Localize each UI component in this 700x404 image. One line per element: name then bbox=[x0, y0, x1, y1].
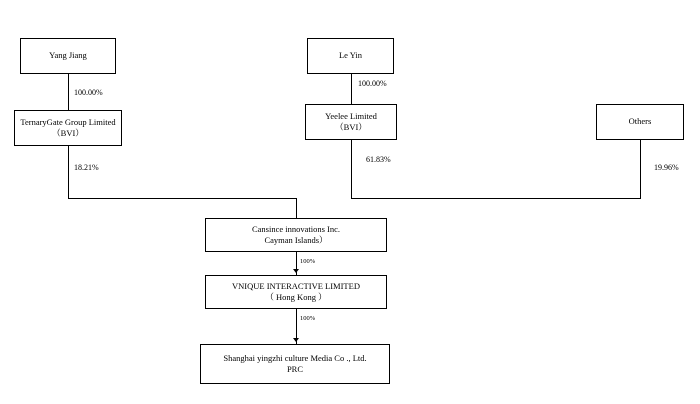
percent-others-to-cansince: 19.96% bbox=[654, 163, 679, 172]
percent-vnique-to-shanghai: 100% bbox=[300, 315, 316, 322]
node-label-line2: （ Hong Kong ） bbox=[265, 292, 327, 302]
node-label-line1: TernaryGate Group Limited bbox=[20, 116, 116, 127]
node-label-line2: （BVI） bbox=[335, 122, 367, 132]
percent-ternarygate-to-cansince: 18.21% bbox=[74, 163, 99, 172]
percent-yeelee-to-cansince: 61.83% bbox=[366, 155, 391, 164]
edge-ternarygate-across bbox=[68, 198, 296, 199]
edge-others-across bbox=[351, 198, 641, 199]
node-label-line2: （BVI） bbox=[52, 128, 84, 138]
node-label-line2: PRC bbox=[286, 364, 304, 374]
node-vnique-interactive-limited bbox=[205, 275, 387, 309]
node-others bbox=[596, 104, 684, 140]
node-label-line1: Shanghai yingzhi culture Media Co ., Ltd. bbox=[223, 352, 367, 363]
node-shanghai-yingzhi-culture-media bbox=[200, 344, 390, 384]
percent-le-to-yeelee: 100.00% bbox=[358, 79, 387, 88]
percent-yang-to-ternarygate: 100.00% bbox=[74, 88, 103, 97]
node-yeelee-limited bbox=[305, 104, 397, 140]
node-label-line1: Others bbox=[628, 116, 652, 127]
node-label-line2: Cayman Islands） bbox=[264, 235, 328, 245]
node-label-line1: Yang Jiang bbox=[49, 50, 87, 61]
arrow-cansince-to-vnique bbox=[293, 269, 299, 273]
percent-cansince-to-vnique: 100% bbox=[300, 258, 316, 265]
edge-le-to-yeelee bbox=[351, 74, 352, 104]
node-label-line1: Yeelee Limited bbox=[325, 110, 377, 121]
node-ternarygate-group-limited bbox=[14, 110, 122, 146]
node-cansince-innovations bbox=[205, 218, 387, 252]
edge-yang-to-ternarygate bbox=[68, 74, 69, 110]
edge-ternarygate-down bbox=[68, 146, 69, 198]
node-le-yin bbox=[307, 38, 394, 74]
node-label-line1: Cansince innovations Inc. bbox=[251, 223, 341, 234]
node-yang-jiang bbox=[20, 38, 116, 74]
node-label-line1: VNIQUE INTERACTIVE LIMITED bbox=[232, 280, 360, 291]
edge-trunk-to-cansince bbox=[296, 198, 297, 218]
edge-others-down bbox=[640, 140, 641, 198]
edge-yeelee-down bbox=[351, 140, 352, 198]
node-label-line1: Le Yin bbox=[338, 50, 363, 61]
arrow-vnique-to-shanghai bbox=[293, 338, 299, 342]
